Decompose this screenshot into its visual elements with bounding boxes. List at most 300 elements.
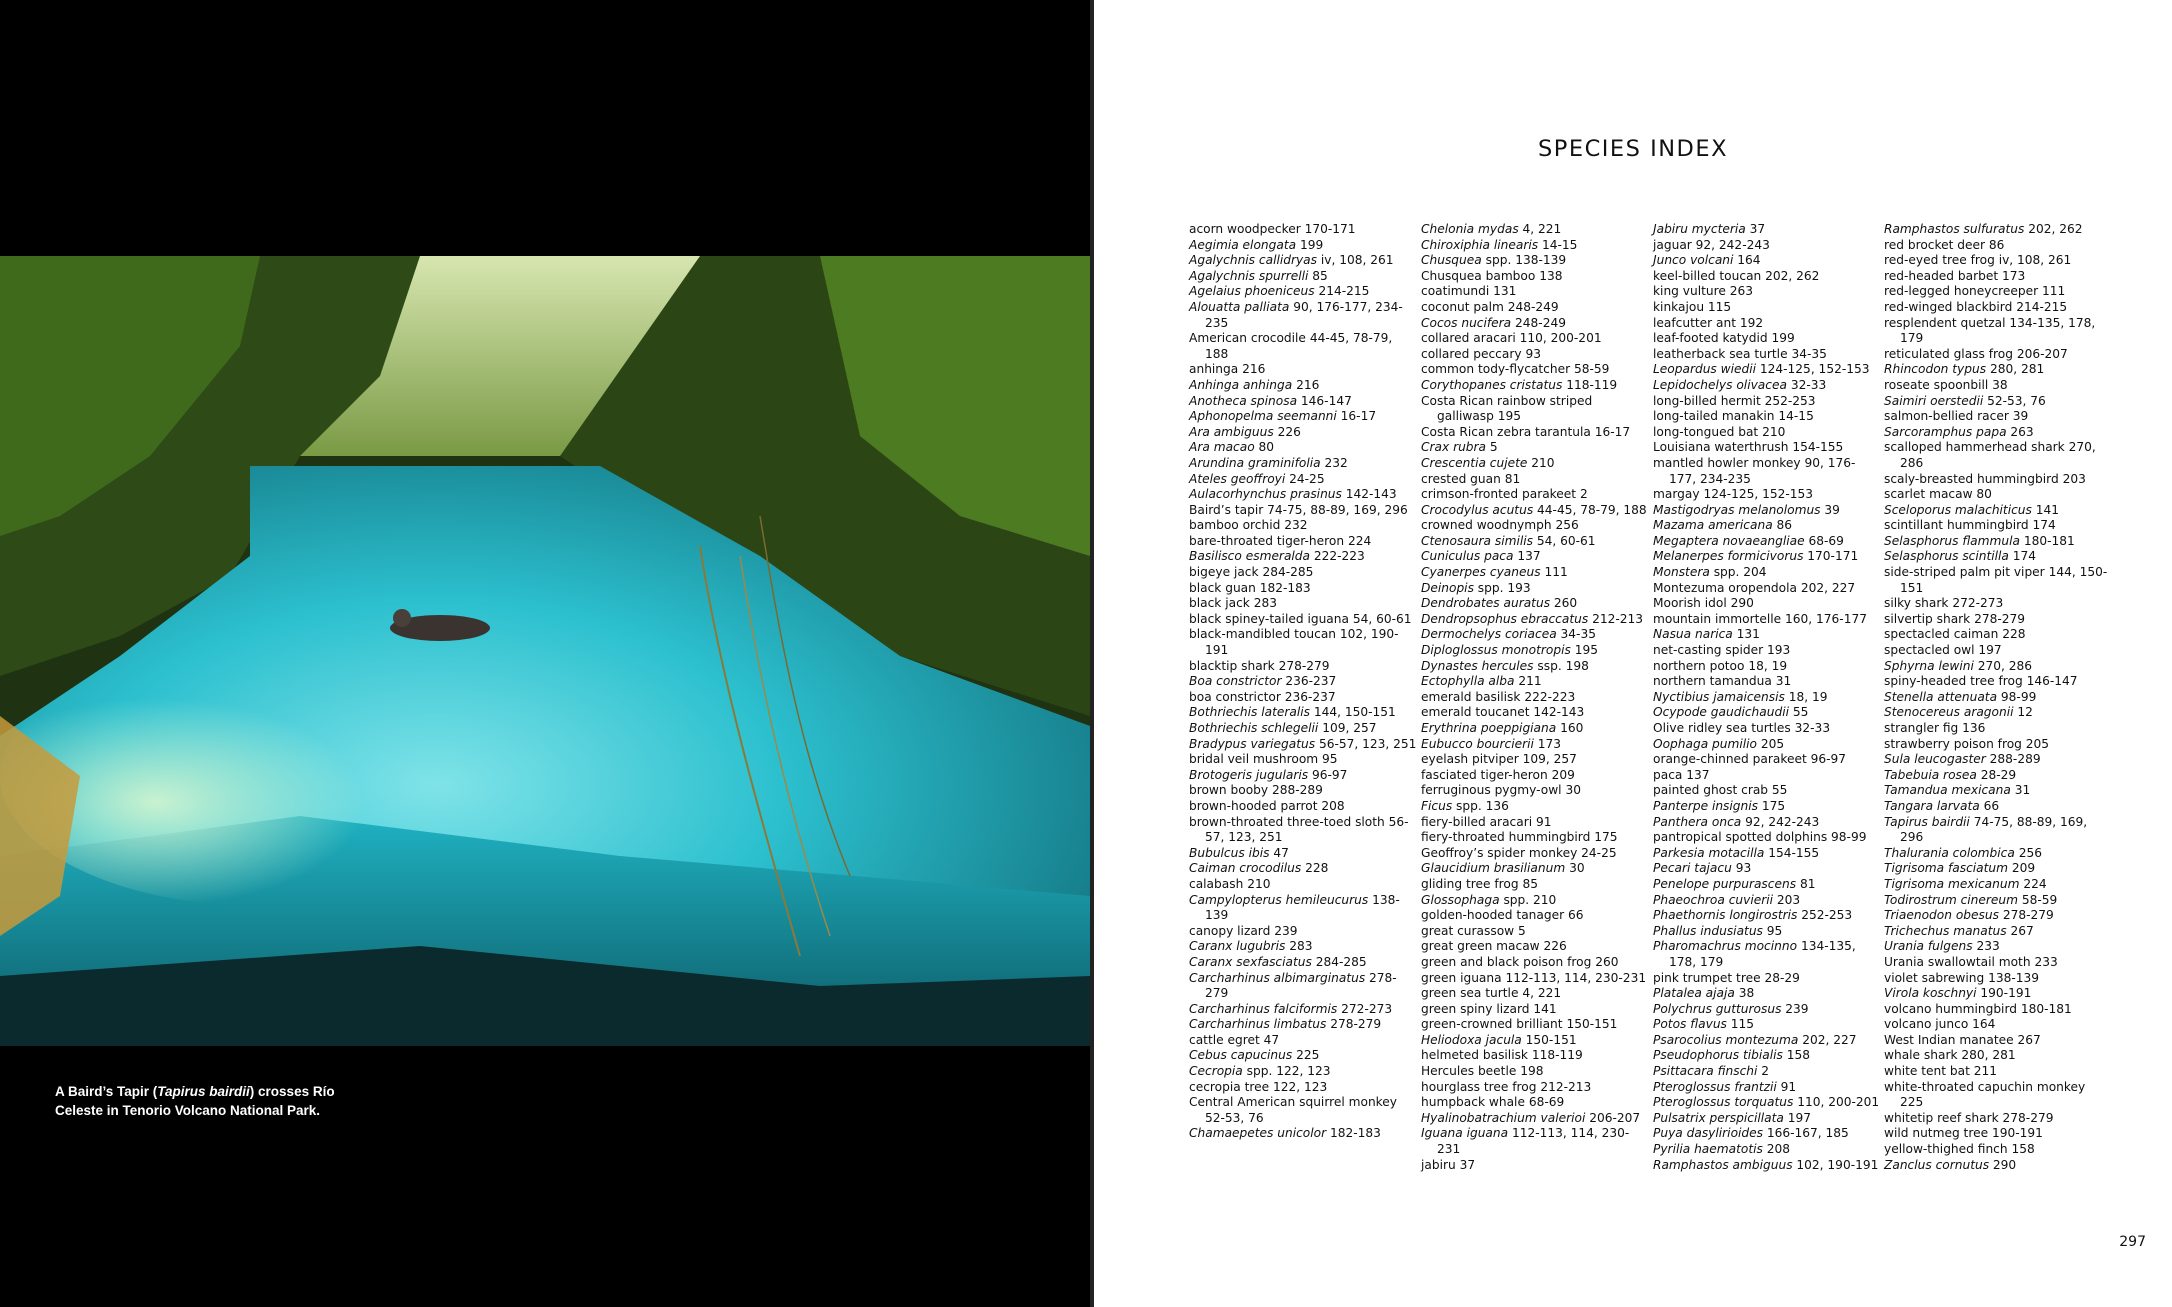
- entry-pages: 32-33: [1790, 377, 1827, 392]
- entry-pages: 112-113, 114, 230-231: [1437, 1126, 1630, 1157]
- index-entry: [1884, 690, 2112, 706]
- entry-name: Ramphastos ambiguus: [1653, 1157, 1793, 1172]
- entry-name: crested guan: [1421, 471, 1501, 486]
- entry-pages: 98-99: [1831, 830, 1867, 845]
- index-entry: [1653, 581, 1881, 597]
- entry-name: Brotogeris jugularis: [1189, 767, 1309, 782]
- entry-name: bridal veil mushroom: [1189, 752, 1319, 767]
- index-entry: [1189, 362, 1417, 378]
- entry-name: Cocos nucifera: [1421, 315, 1512, 330]
- index-entry: [1884, 269, 2112, 285]
- index-entry: [1653, 440, 1881, 456]
- entry-name: Nyctibius jamaicensis: [1653, 689, 1785, 704]
- entry-pages: 236-237: [1284, 689, 1336, 704]
- entry-name: Bradypus variegatus: [1189, 736, 1316, 751]
- entry-pages: 226: [1543, 939, 1567, 954]
- entry-pages: 228: [2002, 627, 2026, 642]
- entry-name: net-casting spider: [1653, 643, 1764, 658]
- entry-name: scarlet macaw: [1884, 487, 1973, 502]
- index-entry: [1653, 1033, 1881, 1049]
- entry-name: Aulacorhynchus prasinus: [1189, 487, 1342, 502]
- page-number: 297: [2119, 1234, 2146, 1250]
- index-entry: [1653, 908, 1881, 924]
- index-entry: [1421, 799, 1649, 815]
- index-entry: [1189, 893, 1417, 924]
- entry-name: Dendrobates auratus: [1421, 596, 1551, 611]
- entry-name: Panthera onca: [1653, 814, 1742, 829]
- entry-pages: 202, 262: [1765, 268, 1820, 283]
- index-entry: [1653, 768, 1881, 784]
- entry-name: Phallus indusiatus: [1653, 923, 1763, 938]
- entry-pages: 239: [1274, 923, 1298, 938]
- index-entry: [1421, 581, 1649, 597]
- index-entry: [1653, 284, 1881, 300]
- index-entry: [1189, 612, 1417, 628]
- entry-pages: 170-171: [1304, 222, 1356, 236]
- entry-name: red-eyed tree frog: [1884, 253, 1995, 268]
- entry-name: Pseudophorus tibialis: [1653, 1048, 1783, 1063]
- index-entry: [1884, 1048, 2112, 1064]
- index-entry: [1884, 799, 2112, 815]
- entry-pages: 248-249: [1507, 299, 1559, 314]
- entry-pages: 209: [1551, 767, 1575, 782]
- index-entry: [1653, 362, 1881, 378]
- entry-name: king vulture: [1653, 284, 1726, 299]
- index-entry: [1189, 1048, 1417, 1064]
- index-columns: [1189, 222, 2108, 1202]
- entry-pages: 91: [1780, 1079, 1797, 1094]
- entry-pages: 137: [1686, 767, 1710, 782]
- index-entry: [1189, 331, 1417, 362]
- entry-pages: 232: [1284, 518, 1308, 533]
- entry-pages: 173: [1537, 736, 1562, 751]
- index-entry: [1421, 1095, 1649, 1111]
- entry-pages: spp. 204: [1713, 565, 1767, 580]
- caption-prefix: A Baird’s Tapir (: [55, 1084, 158, 1099]
- entry-name: West Indian manatee: [1884, 1032, 2014, 1047]
- index-entry: [1421, 674, 1649, 690]
- entry-name: Potos flavus: [1653, 1017, 1727, 1032]
- entry-name: long-tailed manakin: [1653, 409, 1775, 424]
- index-entry: [1421, 1111, 1649, 1127]
- entry-pages: iv, 108, 261: [1320, 253, 1394, 268]
- entry-name: Crescentia cujete: [1421, 455, 1528, 470]
- entry-name: Aegimia elongata: [1189, 237, 1297, 252]
- entry-pages: 199: [1771, 331, 1795, 346]
- entry-name: Chusquea: [1421, 253, 1482, 268]
- entry-pages: 90, 176-177, 234-235: [1669, 455, 1856, 486]
- entry-name: green-crowned brilliant: [1421, 1017, 1563, 1032]
- index-entry: [1884, 549, 2112, 565]
- index-entry: [1421, 565, 1649, 581]
- entry-pages: 199: [1299, 237, 1324, 252]
- index-entry: [1653, 893, 1881, 909]
- index-entry: [1421, 487, 1649, 503]
- entry-pages: 2: [1579, 487, 1588, 502]
- entry-name: Sula leucogaster: [1884, 752, 1986, 767]
- entry-name: black guan: [1189, 580, 1256, 595]
- entry-name: Ectophylla alba: [1421, 674, 1515, 689]
- index-entry: [1884, 1126, 2112, 1142]
- entry-pages: 195: [1574, 643, 1598, 658]
- entry-name: long-tongued bat: [1653, 424, 1759, 439]
- entry-pages: 278-279: [1974, 611, 2026, 626]
- entry-pages: 216: [1242, 362, 1266, 377]
- index-entry: [1653, 1095, 1881, 1111]
- entry-name: Dendropsophus ebraccatus: [1421, 611, 1589, 626]
- entry-pages: 270, 286: [1900, 440, 2096, 470]
- index-entry: [1421, 269, 1649, 285]
- entry-pages: 195: [1497, 409, 1522, 424]
- index-entry: [1653, 347, 1881, 363]
- entry-name: Cecropia: [1189, 1064, 1243, 1079]
- index-entry: [1189, 627, 1417, 658]
- index-entry: [1189, 284, 1417, 300]
- entry-pages: 5: [1489, 440, 1498, 455]
- index-entry: [1421, 783, 1649, 799]
- entry-pages: 284-285: [1315, 954, 1367, 969]
- index-entry: [1653, 612, 1881, 628]
- index-entry: [1884, 1142, 2112, 1158]
- entry-name: Cebus capucinus: [1189, 1048, 1293, 1063]
- entry-pages: 39: [2012, 409, 2029, 424]
- entry-name: brown booby: [1189, 783, 1269, 798]
- index-entry: [1653, 331, 1881, 347]
- index-entry: [1421, 1126, 1649, 1157]
- entry-pages: 52-53, 76: [1987, 393, 2046, 408]
- entry-name: great curassow: [1421, 923, 1515, 938]
- entry-name: green iguana: [1421, 970, 1502, 985]
- entry-pages: 210: [1531, 455, 1555, 470]
- index-entry: [1421, 1080, 1649, 1096]
- entry-pages: 80: [1258, 440, 1275, 455]
- index-entry: [1421, 472, 1649, 488]
- entry-name: leatherback sea turtle: [1653, 346, 1788, 361]
- entry-pages: 180-181: [2020, 1001, 2072, 1016]
- entry-name: fiery-billed aracari: [1421, 814, 1533, 829]
- entry-pages: 190-191: [1980, 986, 2032, 1001]
- entry-pages: 74-75, 88-89, 169, 296: [1267, 502, 1408, 517]
- entry-pages: 232: [1324, 455, 1348, 470]
- entry-pages: 210: [1247, 876, 1271, 891]
- entry-pages: 4, 221: [1522, 986, 1562, 1001]
- entry-name: northern potoo: [1653, 658, 1745, 673]
- entry-name: Saimiri oerstedii: [1884, 393, 1984, 408]
- entry-name: green spiny lizard: [1421, 1001, 1530, 1016]
- entry-name: black jack: [1189, 596, 1250, 611]
- index-entry: [1421, 939, 1649, 955]
- entry-name: Selasphorus scintilla: [1884, 549, 2009, 564]
- entry-pages: spp. 210: [1503, 892, 1557, 907]
- entry-name: black spiney-tailed iguana: [1189, 611, 1349, 626]
- entry-pages: 198: [1520, 1064, 1544, 1079]
- entry-name: Costa Rican rainbow striped galliwasp: [1421, 393, 1593, 424]
- entry-name: Hercules beetle: [1421, 1064, 1517, 1079]
- index-column-4: [1884, 222, 2112, 1173]
- index-entry: [1653, 643, 1881, 659]
- entry-pages: 224: [2023, 876, 2047, 891]
- index-entry: [1653, 627, 1881, 643]
- index-entry: [1421, 971, 1649, 987]
- entry-pages: 14-15: [1541, 237, 1578, 252]
- entry-pages: 267: [2017, 1032, 2041, 1047]
- entry-name: Bubulcus ibis: [1189, 845, 1270, 860]
- entry-pages: spp. 136: [1456, 798, 1509, 813]
- entry-pages: 272-273: [1341, 1001, 1393, 1016]
- entry-pages: 222-223: [1313, 549, 1365, 564]
- entry-name: leafcutter ant: [1653, 315, 1736, 330]
- index-entry: [1421, 222, 1649, 238]
- index-entry: [1189, 269, 1417, 285]
- entry-name: Sarcoramphus papa: [1884, 424, 2007, 439]
- index-entry: [1421, 612, 1649, 628]
- index-entry: [1421, 440, 1649, 456]
- index-entry: [1884, 534, 2112, 550]
- entry-name: Central American squirrel monkey: [1189, 1095, 1398, 1110]
- entry-name: Carcharhinus albimarginatus: [1189, 970, 1366, 985]
- entry-pages: 278-279: [1205, 970, 1397, 1001]
- index-column-1: [1189, 222, 1417, 1142]
- index-entry: [1884, 705, 2112, 721]
- entry-name: cecropia tree: [1189, 1079, 1270, 1094]
- entry-name: Olive ridley sea turtles: [1653, 721, 1791, 735]
- entry-name: Todirostrum cinereum: [1884, 892, 2019, 907]
- entry-name: Sphyrna lewini: [1884, 658, 1974, 673]
- entry-name: black-mandibled toucan: [1189, 627, 1337, 642]
- entry-name: pink trumpet tree: [1653, 970, 1761, 985]
- entry-pages: 24-25: [1289, 471, 1325, 486]
- entry-pages: 214-215: [2016, 299, 2068, 314]
- index-entry: [1884, 768, 2112, 784]
- entry-pages: 278-279: [1330, 1017, 1382, 1032]
- index-entry: [1421, 830, 1649, 846]
- right-page: [1094, 0, 2172, 1307]
- entry-pages: 166-167, 185: [1766, 1126, 1849, 1141]
- entry-name: bamboo orchid: [1189, 518, 1281, 533]
- index-entry: [1653, 549, 1881, 565]
- index-entry: [1653, 674, 1881, 690]
- entry-name: Hyalinobatrachium valerioi: [1421, 1110, 1586, 1125]
- entry-name: coconut palm: [1421, 299, 1504, 314]
- index-entry: [1421, 1033, 1649, 1049]
- entry-name: cattle egret: [1189, 1032, 1260, 1047]
- entry-name: coatimundi: [1421, 284, 1490, 299]
- index-entry: [1189, 846, 1417, 862]
- entry-pages: 210: [1762, 424, 1786, 439]
- entry-pages: 118-119: [1566, 377, 1618, 392]
- entry-name: Ara macao: [1189, 440, 1255, 455]
- index-entry: [1189, 1017, 1417, 1033]
- entry-name: spectacled owl: [1884, 643, 1975, 658]
- index-entry: [1653, 1002, 1881, 1018]
- index-entry: [1189, 581, 1417, 597]
- entry-pages: 124-125, 152-153: [1703, 487, 1814, 502]
- entry-name: crowned woodnymph: [1421, 518, 1552, 533]
- entry-name: Melanerpes formicivorus: [1653, 549, 1804, 564]
- entry-pages: 284-285: [1262, 565, 1314, 580]
- index-entry: [1653, 222, 1881, 238]
- index-entry: [1653, 316, 1881, 332]
- entry-name: ferruginous pygmy-owl: [1421, 783, 1562, 798]
- index-entry: [1884, 612, 2112, 628]
- entry-name: Ateles geoffroyi: [1189, 471, 1286, 486]
- entry-name: northern tamandua: [1653, 674, 1772, 689]
- entry-pages: ssp. 198: [1537, 658, 1589, 673]
- index-entry: [1653, 394, 1881, 410]
- index-entry: [1189, 705, 1417, 721]
- entry-name: Carcharhinus limbatus: [1189, 1017, 1327, 1032]
- entry-name: Ramphastos sulfuratus: [1884, 222, 2025, 236]
- entry-pages: 174: [2012, 549, 2037, 564]
- entry-pages: 81: [1799, 876, 1816, 891]
- entry-pages: 111: [2042, 284, 2066, 299]
- entry-name: Erythrina poeppigiana: [1421, 721, 1557, 735]
- index-entry: [1421, 378, 1649, 394]
- index-entry: [1421, 331, 1649, 347]
- entry-name: Pteroglossus frantzii: [1653, 1079, 1777, 1094]
- entry-name: Bothriechis lateralis: [1189, 705, 1310, 720]
- entry-pages: 93: [1735, 861, 1752, 876]
- index-entry: [1421, 253, 1649, 269]
- caption-species: Tapirus bairdii: [157, 1084, 250, 1099]
- entry-pages: 56-57, 123, 251: [1318, 736, 1417, 751]
- index-entry: [1189, 783, 1417, 799]
- entry-pages: 68-69: [1808, 533, 1844, 548]
- entry-name: Pteroglossus torquatus: [1653, 1095, 1794, 1110]
- index-entry: [1884, 394, 2112, 410]
- entry-pages: 80: [1976, 487, 1992, 502]
- entry-pages: 138: [1539, 268, 1563, 283]
- entry-pages: 38: [1738, 986, 1755, 1001]
- index-entry: [1189, 222, 1417, 238]
- entry-pages: 28-29: [1980, 767, 2017, 782]
- entry-name: Pyrilia haematotis: [1653, 1142, 1763, 1157]
- entry-name: Tabebuia rosea: [1884, 767, 1977, 782]
- entry-pages: 182-183: [1330, 1126, 1381, 1141]
- entry-pages: 47: [1263, 1032, 1280, 1047]
- entry-pages: 150-151: [1525, 1032, 1577, 1047]
- index-entry: [1884, 1111, 2112, 1127]
- entry-name: Tapirus bairdii: [1884, 814, 1970, 829]
- entry-name: pantropical spotted dolphins: [1653, 830, 1828, 845]
- index-entry: [1189, 238, 1417, 254]
- entry-name: wild nutmeg tree: [1884, 1126, 1989, 1141]
- photo-caption: [55, 1082, 355, 1120]
- entry-name: Tangara larvata: [1884, 798, 1980, 813]
- entry-pages: 138-139: [1205, 892, 1400, 923]
- page-title: SPECIES INDEX: [1538, 136, 1728, 162]
- entry-pages: 193: [1767, 643, 1791, 658]
- entry-name: leaf-footed katydid: [1653, 331, 1768, 346]
- index-entry: [1884, 752, 2112, 768]
- index-entry: [1653, 783, 1881, 799]
- entry-pages: 92, 242-243: [1695, 237, 1770, 252]
- index-entry: [1421, 1017, 1649, 1033]
- index-entry: [1189, 425, 1417, 441]
- entry-name: emerald basilisk: [1421, 689, 1521, 704]
- entry-name: painted ghost crab: [1653, 783, 1769, 798]
- entry-pages: 47: [1273, 845, 1289, 860]
- entry-pages: 111: [1544, 565, 1568, 580]
- index-entry: [1653, 1158, 1881, 1174]
- index-entry: [1421, 284, 1649, 300]
- entry-pages: 260: [1553, 596, 1578, 611]
- entry-name: Agelaius phoeniceus: [1189, 284, 1315, 299]
- entry-name: Chusquea bamboo: [1421, 268, 1536, 283]
- index-entry: [1653, 425, 1881, 441]
- index-entry: [1421, 815, 1649, 831]
- entry-name: humpback whale: [1421, 1095, 1525, 1110]
- entry-pages: 164: [1972, 1017, 1996, 1032]
- entry-pages: 224: [1347, 533, 1372, 548]
- entry-name: Mazama americana: [1653, 518, 1773, 533]
- entry-name: mountain immortelle: [1653, 611, 1782, 626]
- entry-pages: 109, 257: [1322, 721, 1377, 735]
- entry-pages: 110, 200-201: [1519, 331, 1602, 346]
- index-entry: [1653, 924, 1881, 940]
- index-entry: [1653, 737, 1881, 753]
- index-entry: [1421, 737, 1649, 753]
- index-entry: [1189, 1080, 1417, 1096]
- entry-pages: 86: [1776, 518, 1793, 533]
- index-entry: [1421, 643, 1649, 659]
- entry-name: Leopardus wiedii: [1653, 362, 1757, 377]
- entry-pages: 209: [2011, 861, 2036, 876]
- entry-pages: 280, 281: [1961, 1048, 2016, 1063]
- entry-pages: 12: [2017, 705, 2033, 720]
- entry-name: Urania fulgens: [1884, 939, 1973, 954]
- entry-name: Costa Rican zebra tarantula: [1421, 424, 1591, 439]
- entry-pages: 203: [1776, 892, 1801, 907]
- index-entry: [1884, 425, 2112, 441]
- entry-name: Cyanerpes cyaneus: [1421, 565, 1541, 580]
- entry-pages: 142-143: [1345, 487, 1397, 502]
- entry-name: Iguana iguana: [1421, 1126, 1509, 1141]
- entry-name: Ocypode gaudichaudii: [1653, 705, 1789, 720]
- entry-pages: 144, 150-151: [1313, 705, 1396, 720]
- index-entry: [1189, 565, 1417, 581]
- entry-name: acorn woodpecker: [1189, 222, 1301, 236]
- index-entry: [1884, 877, 2112, 893]
- entry-pages: 52-53, 76: [1205, 1110, 1264, 1125]
- index-entry: [1189, 534, 1417, 550]
- entry-name: Mastigodryas melanolomus: [1653, 502, 1821, 517]
- entry-name: Lepidochelys olivacea: [1653, 377, 1787, 392]
- entry-pages: 55: [1771, 783, 1788, 798]
- index-entry: [1653, 596, 1881, 612]
- entry-pages: 14-15: [1778, 409, 1814, 424]
- entry-pages: 90, 176-177, 234-235: [1205, 299, 1403, 330]
- index-entry: [1653, 690, 1881, 706]
- index-entry: [1189, 955, 1417, 971]
- entry-name: Chiroxiphia linearis: [1421, 237, 1539, 252]
- entry-pages: spp. 122, 123: [1246, 1064, 1331, 1079]
- index-entry: [1653, 877, 1881, 893]
- entry-pages: 175: [1594, 830, 1618, 845]
- entry-pages: 233: [2034, 954, 2058, 969]
- entry-name: Aphonopelma seemanni: [1189, 409, 1337, 424]
- entry-name: red-legged honeycreeper: [1884, 284, 2039, 299]
- entry-pages: 112-113, 114, 230-231: [1505, 970, 1647, 985]
- entry-name: Ficus: [1421, 798, 1453, 813]
- entry-pages: 98-99: [2000, 689, 2037, 704]
- entry-pages: 55: [1792, 705, 1809, 720]
- entry-pages: 18, 19: [1748, 658, 1788, 673]
- index-entry: [1884, 565, 2112, 596]
- entry-pages: 256: [2018, 845, 2042, 860]
- entry-pages: 154-155: [1792, 440, 1844, 455]
- entry-name: Virola koschnyi: [1884, 986, 1977, 1001]
